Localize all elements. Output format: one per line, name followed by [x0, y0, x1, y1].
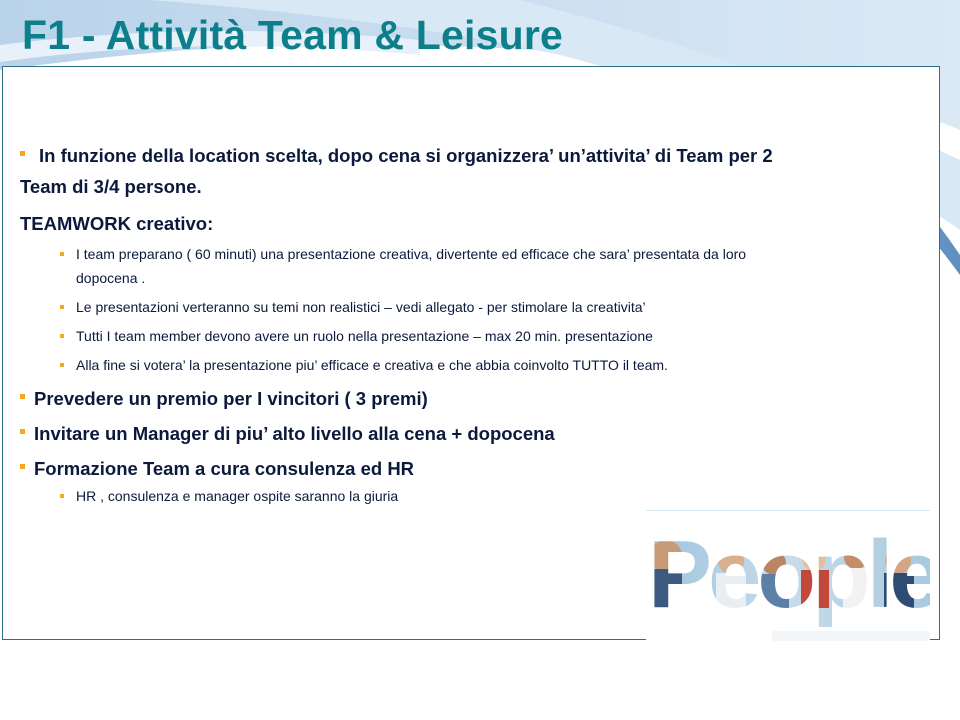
people-collage-icon: [646, 511, 930, 641]
bullet-text: Prevedere un premio per I vincitori ( 3 premi): [34, 388, 428, 409]
slide-title: F1 - Attività Team & Leisure: [22, 12, 564, 58]
sub-bullet-item: [20, 484, 910, 508]
people-photo-collage: [646, 510, 930, 641]
bullet-item: [20, 453, 910, 484]
sub-bullet-text: HR , consulenza e manager ospite saranno la giuria: [76, 488, 399, 504]
bullet-text: Formazione Team a cura consulenza ed HR: [34, 458, 415, 479]
bullet-square-icon: [60, 252, 64, 256]
sub-bullet-text: Le presentazioni verteranno su temi non realistici – vedi allegato - per stimolare la creativita’: [76, 299, 646, 315]
bullet-square-icon: [60, 334, 64, 338]
sub-bullet-item: [20, 242, 910, 290]
bullet-square-icon: [20, 394, 25, 399]
sub-bullet-text: Alla fine si votera’ la presentazione piu’ efficace e creativa e che abbia coinvolto TUTTO il team.: [76, 357, 668, 373]
bullet-item: [20, 418, 910, 449]
section-heading: [20, 208, 910, 239]
bullet-list: [20, 74, 910, 508]
bullet-item: [20, 140, 910, 171]
bullet-continuation: [20, 171, 910, 202]
bullet-square-icon: [60, 305, 64, 309]
sub-bullet-text: dopocena .: [76, 270, 146, 286]
sub-bullet-text: I team preparano ( 60 minuti) una presentazione creativa, divertente ed efficace che sara’ presentata da loro: [76, 246, 747, 262]
bullet-text: Invitare un Manager di piu’ alto livello alla cena + dopocena: [34, 423, 555, 444]
sub-bullet-item: [20, 353, 910, 377]
bullet-square-icon: [60, 494, 64, 498]
bullet-text: In funzione della location scelta, dopo cena si organizzera’ un’attivita’ di Team per 2: [39, 145, 773, 166]
sub-bullet-item: [20, 295, 910, 319]
bullet-square-icon: [20, 429, 25, 434]
sub-bullet-item: [20, 324, 910, 348]
bullet-square-icon: [20, 151, 25, 156]
bullet-square-icon: [60, 363, 64, 367]
bullet-square-icon: [20, 464, 25, 469]
sub-bullet-text: Tutti I team member devono avere un ruolo nella presentazione – max 20 min. presentazione: [76, 328, 653, 344]
bullet-text: Team di 3/4 persone.: [20, 176, 202, 197]
heading-text: TEAMWORK creativo:: [20, 213, 214, 234]
bullet-item: [20, 383, 910, 414]
